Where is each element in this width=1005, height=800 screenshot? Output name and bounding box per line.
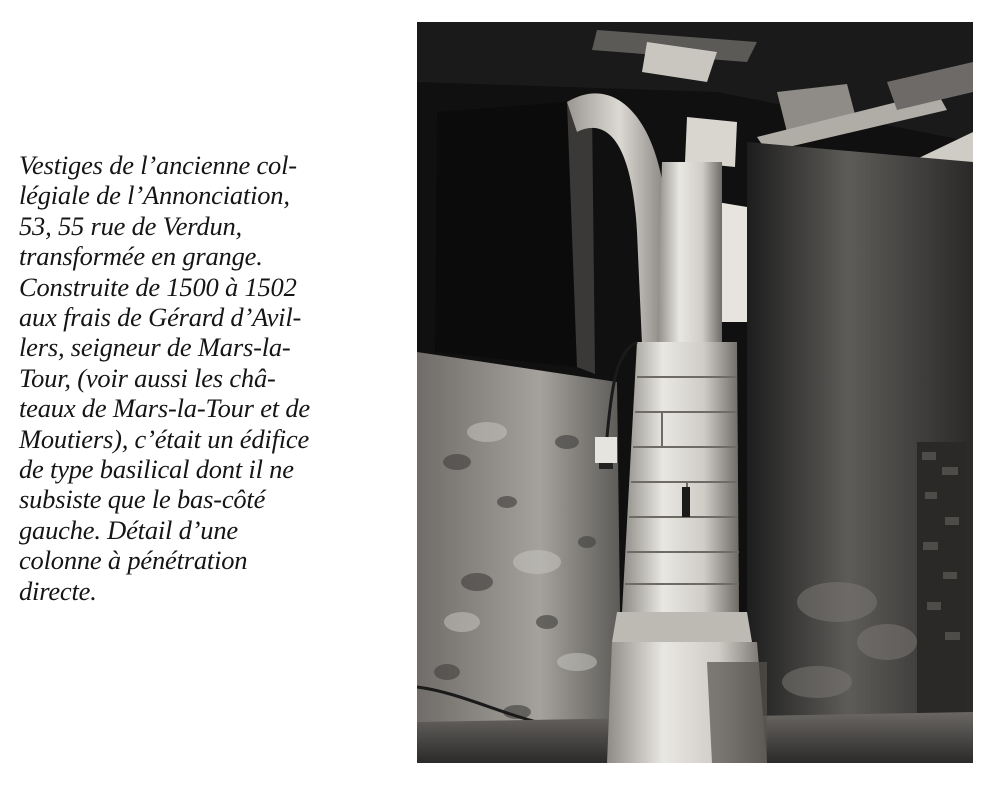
caption-line: lers, seigneur de Mars-la- xyxy=(19,332,291,363)
photo-illustration xyxy=(417,22,973,763)
caption-line: de type basilical dont il ne xyxy=(19,454,294,485)
photo-caption xyxy=(19,150,411,606)
caption-line: 53, 55 rue de Verdun, xyxy=(19,210,242,241)
caption-line: subsiste que le bas-côté xyxy=(19,484,266,515)
caption-line: transformée en grange. xyxy=(19,241,263,272)
caption-line: teaux de Mars-la-Tour et de xyxy=(19,393,310,424)
caption-line: Tour, (voir aussi les châ- xyxy=(19,362,276,393)
caption-line: colonne à pénétration xyxy=(19,545,248,576)
caption-line: Construite de 1500 à 1502 xyxy=(19,271,297,302)
barn-column-photo xyxy=(417,22,973,763)
caption-line: Moutiers), c’était un édifice xyxy=(19,423,310,454)
caption-line: aux frais de Gérard d’Avil- xyxy=(19,302,302,333)
caption-line: Vestiges de l’ancienne col- xyxy=(19,150,297,180)
caption-line: gauche. Détail d’une xyxy=(19,514,238,545)
caption-line: directe. xyxy=(19,575,97,606)
caption-line: légiale de l’Annonciation, xyxy=(19,180,290,211)
